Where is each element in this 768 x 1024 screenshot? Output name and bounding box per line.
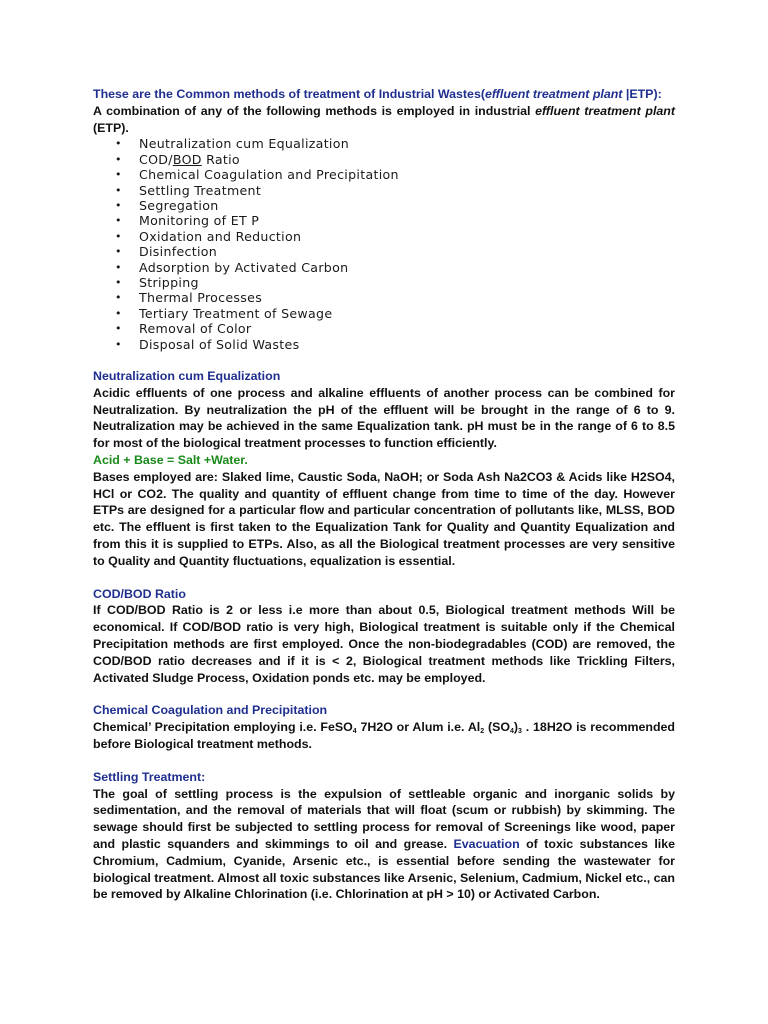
list-item: • Stripping — [93, 275, 675, 290]
list-item: • Oxidation and Reduction — [93, 229, 675, 244]
bod-underlined: BOD — [172, 151, 202, 167]
coagulation-para — [93, 719, 675, 753]
list-item: • Disinfection — [93, 244, 675, 259]
intro-heading-italic: effluent treatment plant — [484, 87, 623, 101]
subscript: 4 — [352, 728, 357, 736]
list-item: • Tertiary Treatment of Sewage — [93, 306, 675, 321]
evacuation-word: Evacuation — [453, 837, 520, 851]
intro-line-italic: effluent treatment plant — [535, 103, 675, 118]
intro-heading-part1: These are the Common methods of treatment of Industrial Wastes( — [93, 87, 485, 101]
intro-line — [93, 103, 675, 137]
intro-heading-part2: |ETP): — [622, 87, 662, 101]
list-item: • Neutralization cum Equalization — [93, 136, 675, 151]
list-item: • Chemical Coagulation and Precipitation — [93, 167, 675, 182]
subscript: 4 — [509, 728, 514, 736]
list-item: • Disposal of Solid Wastes — [93, 337, 675, 352]
subscript: 2 — [480, 728, 485, 736]
list-item: • Adsorption by Activated Carbon — [93, 260, 675, 275]
methods-list — [93, 136, 675, 352]
list-item: • Monitoring of ET P — [93, 213, 675, 228]
intro-heading — [93, 86, 675, 103]
settling-title: Settling Treatment: — [93, 769, 206, 784]
list-item: • Removal of Color — [93, 321, 675, 336]
list-item: • Segregation — [93, 198, 675, 213]
codbod-title: COD/BOD Ratio — [93, 586, 186, 601]
neutralization-para1: Acidic effluents of one process and alkaline effluents of another process can be combined for Neutralization. By neutralization the pH of the effluent will be brought in the range of 6 to 9. Neutralization may be achieved in the same Equalization tank. pH must be in the range of 6 to 8.5 for most of the biological treatment processes to function efficiently. — [93, 385, 675, 451]
list-item: • COD/BOD Ratio — [93, 152, 675, 167]
coagulation-title: Chemical Coagulation and Precipitation — [93, 703, 328, 718]
list-item: • Thermal Processes — [93, 290, 675, 305]
coagulation-text-b: 7H2O or Alum i.e. Al — [356, 720, 481, 735]
list-item: • Settling Treatment — [93, 183, 675, 198]
neutralization-equation: Acid + Base = Salt +Water. — [93, 453, 248, 468]
coagulation-text-a: Chemical’ Precipitation employing i.e. FeSO — [93, 720, 353, 735]
settling-para — [93, 786, 675, 904]
coagulation-text-d: ) — [513, 720, 519, 735]
intro-line-part1: A combination of any of the following methods is employed in industrial — [93, 103, 536, 118]
neutralization-title: Neutralization cum Equalization — [93, 369, 281, 384]
coagulation-text-c: (SO — [484, 720, 510, 735]
intro-line-part2: (ETP). — [93, 120, 129, 135]
neutralization-para2: Bases employed are: Slaked lime, Caustic Soda, NaOH; or Soda Ash Na2CO3 & Acids like H2SO4, HCl or CO2. The quality and quantity of effluent change from time to time of the day. However ETPs are designed for a particular flow and particular concentration of pollutants like, MLSS, BOD etc. The effluent is first taken to the Equalization Tank for Quality and Quantity Equalization and from this it is supplied to ETPs. Also, as all the Biological treatment processes are very sensitive to Quality and Quantity fluctuations, equalization is essential. — [93, 469, 675, 568]
subscript: 3 — [518, 728, 522, 736]
settling-text-a: The goal of settling process is the expulsion of settleable organic and inorganic solids by sedimentation, and the removal of materials that will float (scum or rubbish) by skimming. The sewage should first be subjected to settling process for removal of Screenings like wood, paper and plastic squanders and skimmings to oil and grease. — [93, 786, 675, 851]
document-page — [93, 86, 675, 903]
codbod-para: If COD/BOD Ratio is 2 or less i.e more than about 0.5, Biological treatment methods Will be economical. If COD/BOD ratio is very high, Biological treatment is suitable only if the Chemical Precipitation methods are first employed. Once the non-biodegradables (COD) are removed, the COD/BOD ratio decreases and if it is < 2, Biological treatment methods like Trickling Filters, Activated Sludge Process, Oxidation ponds etc. may be employed. — [93, 603, 675, 685]
coagulation-text-e: . 18H2O is recommended before Biological treatment methods. — [93, 720, 675, 752]
settling-text-b: of toxic substances like Chromium, Cadmium, Cyanide, Arsenic etc., is essential before sending the wastewater for biological treatment. Almost all toxic substances like Arsenic, Selenium, Cadmium, Nickel etc., can be removed by Alkaline Chlorination (i.e. Chlorination at pH > 10) or Activated Carbon. — [93, 837, 675, 902]
